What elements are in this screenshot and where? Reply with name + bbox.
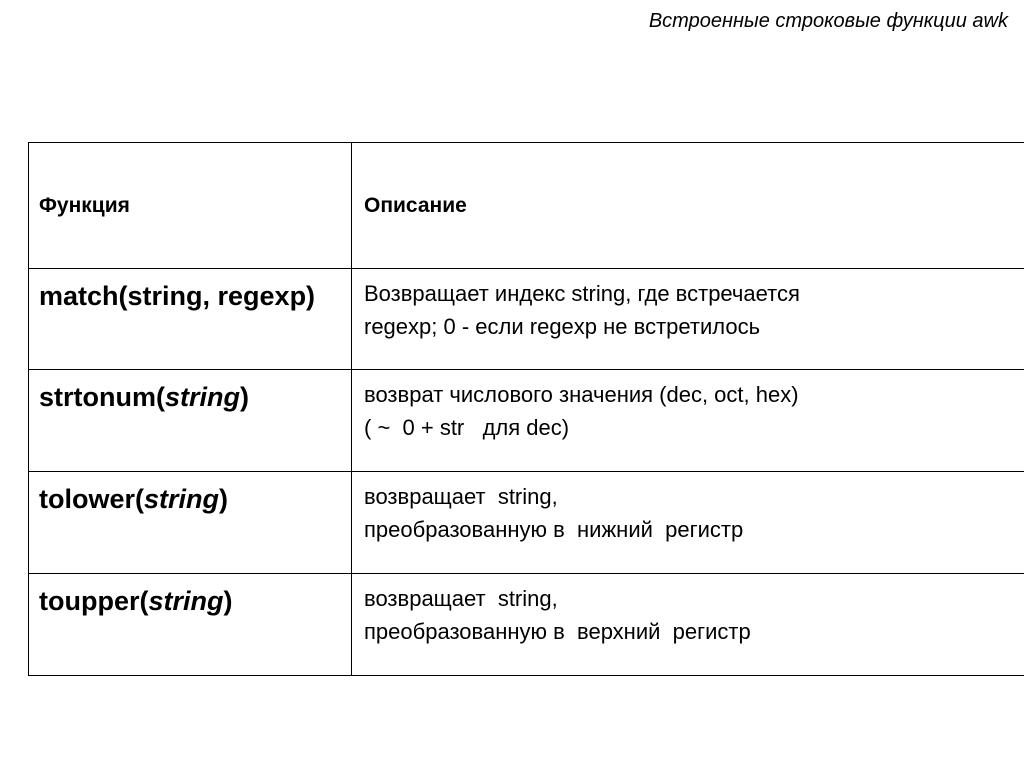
function-name-suffix: ) [240,382,249,412]
description-line: Возвращает индекс string, где встречается [364,281,800,306]
description-line: преобразованную в нижний регистр [364,517,744,542]
description-line: ( ~ 0 + str для dec) [364,415,570,440]
function-cell [29,472,352,574]
header-description: Описание [352,143,1024,269]
function-name [39,269,341,314]
function-name-text: strtonum( [39,382,165,412]
function-cell [29,574,352,676]
function-name [39,370,341,415]
description-text [362,574,1014,648]
slide-title: Встроенные строковые функции awk [648,10,1008,32]
description-cell [352,574,1024,676]
header-function: Функция [29,143,352,269]
function-arg: string [164,382,240,412]
function-arg: string [144,484,220,514]
table-row [29,472,1024,574]
description-text [362,370,1014,444]
description-line: regexp; 0 - если regexp не встретилось [364,314,761,339]
description-cell [352,370,1024,472]
function-name-suffix: ) [223,586,233,616]
function-name-suffix: ) [219,484,229,514]
function-name-text: tolower( [39,484,144,514]
table-row [29,370,1024,472]
description-line: возврат числового значения (dec, oct, hex) [364,382,799,407]
function-cell [29,269,352,370]
function-cell [29,370,352,472]
function-name [39,472,341,517]
description-text [362,269,1014,343]
description-cell [352,269,1024,370]
table-row [29,269,1024,370]
functions-table [28,142,1024,676]
table-header-row [29,143,1024,269]
description-line: преобразованную в верхний регистр [364,619,751,644]
description-line: возвращает string, [364,484,558,509]
function-name [39,574,341,619]
table-row [29,574,1024,676]
function-name-text: toupper( [39,586,149,616]
function-arg: string [148,586,224,616]
description-line: возвращает string, [364,586,558,611]
description-cell [352,472,1024,574]
function-name-text: match(string, regexp) [39,281,316,311]
description-text [362,472,1014,546]
